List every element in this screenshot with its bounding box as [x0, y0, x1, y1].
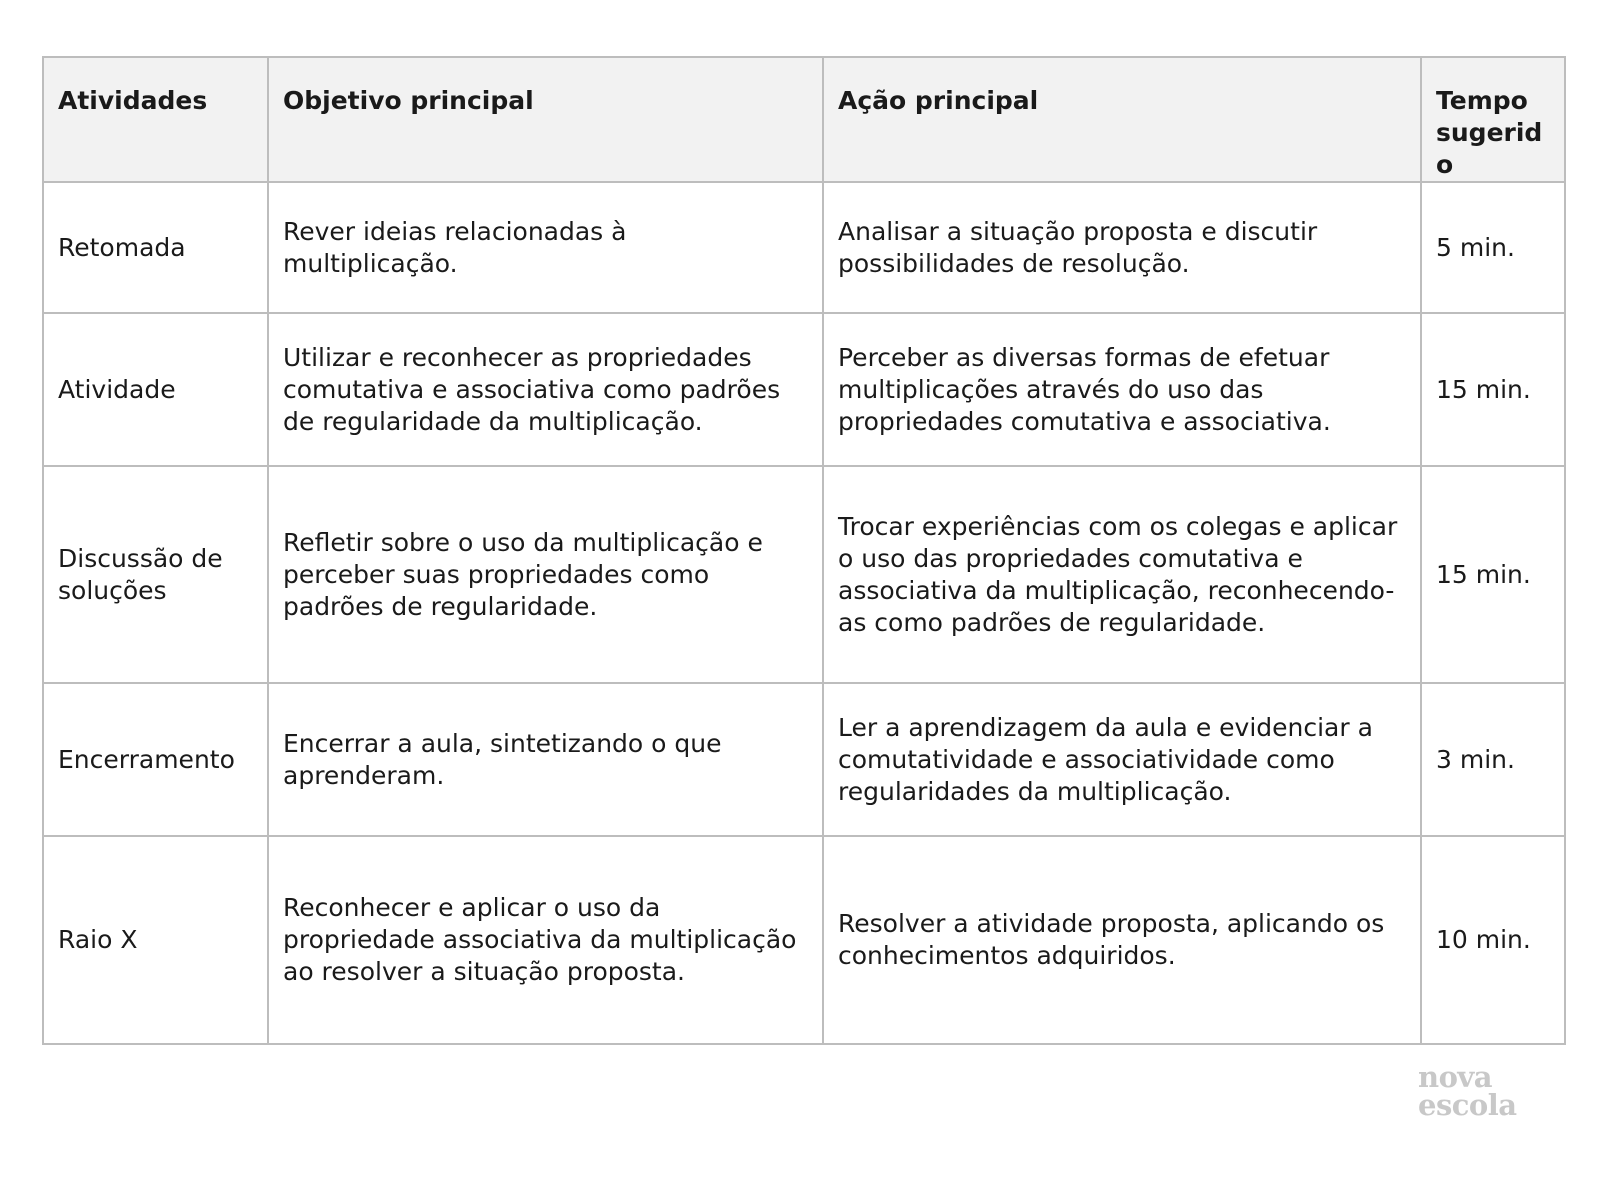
logo-line-nova: nova	[1418, 1060, 1493, 1094]
objective-cell: Reconhecer e aplicar o uso da propriedade associativa da multiplicação ao resolver a situação proposta.	[268, 836, 823, 1044]
activity-cell: Discussão de soluções	[43, 466, 268, 683]
header-tempo-sugerido: Tempo sugerido	[1421, 57, 1565, 182]
objective-cell: Rever ideias relacionadas à multiplicação.	[268, 182, 823, 313]
action-cell: Resolver a atividade proposta, aplicando os conhecimentos adquiridos.	[823, 836, 1421, 1044]
table-row	[43, 836, 1565, 1044]
action-cell: Analisar a situação proposta e discutir possibilidades de resolução.	[823, 182, 1421, 313]
lesson-plan-table	[42, 56, 1566, 1045]
header-atividades: Atividades	[43, 57, 268, 182]
objective-cell: Encerrar a aula, sintetizando o que aprenderam.	[268, 683, 823, 836]
header-acao-principal: Ação principal	[823, 57, 1421, 182]
time-cell: 10 min.	[1421, 836, 1565, 1044]
header-objetivo-principal: Objetivo principal	[268, 57, 823, 182]
objective-cell: Refletir sobre o uso da multiplicação e perceber suas propriedades como padrões de regularidade.	[268, 466, 823, 683]
activity-cell: Atividade	[43, 313, 268, 466]
objective-cell: Utilizar e reconhecer as propriedades comutativa e associativa como padrões de regularidade da multiplicação.	[268, 313, 823, 466]
activity-cell: Raio X	[43, 836, 268, 1044]
time-cell: 3 min.	[1421, 683, 1565, 836]
action-cell: Trocar experiências com os colegas e aplicar o uso das propriedades comutativa e associativa da multiplicação, reconhecendo-as como padrões de regularidade.	[823, 466, 1421, 683]
nova-escola-logo	[1418, 1060, 1538, 1122]
time-cell: 15 min.	[1421, 313, 1565, 466]
table-row	[43, 466, 1565, 683]
action-cell: Perceber as diversas formas de efetuar multiplicações através do uso das propriedades comutativa e associativa.	[823, 313, 1421, 466]
activity-cell: Encerramento	[43, 683, 268, 836]
logo-line-escola: escola	[1418, 1088, 1517, 1122]
table-row	[43, 683, 1565, 836]
time-cell: 15 min.	[1421, 466, 1565, 683]
time-cell: 5 min.	[1421, 182, 1565, 313]
table-header-row	[43, 57, 1565, 182]
action-cell: Ler a aprendizagem da aula e evidenciar a comutatividade e associatividade como regularidades da multiplicação.	[823, 683, 1421, 836]
activity-cell: Retomada	[43, 182, 268, 313]
table-row	[43, 182, 1565, 313]
table-row	[43, 313, 1565, 466]
